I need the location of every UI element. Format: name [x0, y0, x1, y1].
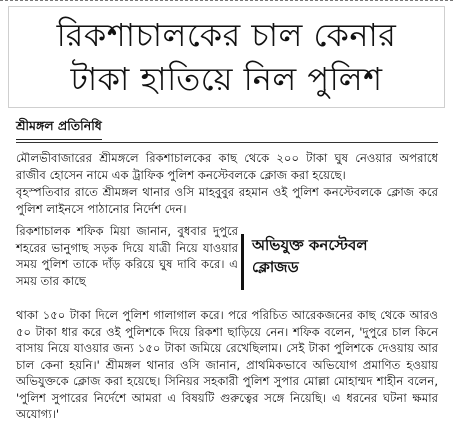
- article-paragraph-2: বৃহস্পতিবার রাতে শ্রীমঙ্গল থানার ওসি মাহবুবুর রহমান ওই পুলিশ কনস্টেবলকে ক্লোজ করে পুলিশ লাইনসে পাঠানোর নির্দেশ দেন।: [16, 185, 438, 216]
- byline-divider: [16, 142, 438, 143]
- headline-box: [8, 6, 445, 108]
- pull-quote-line-2: ক্লোজড: [252, 258, 299, 276]
- clipping-top-edge: [0, 0, 453, 4]
- article-paragraph-3: রিকশাচালক শফিক মিয়া জানান, বুধবার দুপুরে শহরের ভানুগাছ সড়ক দিয়ে যাত্রী নিয়ে যাওয়ার সময় পুলিশ তাকে দাঁড় করিয়ে ঘুষ দাবি করে। এ সময় তার কাছে: [16, 224, 238, 288]
- byline: শ্রীমঙ্গল প্রতিনিধি: [16, 118, 102, 140]
- article-paragraph-4: থাকা ১৫০ টাকা দিলে পুলিশ গালাগাল করে। পরে পরিচিত আরেকজনের কাছ থেকে আরও ৫০ টাকা ধার করে ওই পুলিশকে দিয়ে রিকশা ছাড়িয়ে নেন। শফিক বলেন, 'দুপুরে চাল কিনে বাসায় নিয়ে যাওয়ার জন্য ১৫০ টাকা জমিয়ে রেখেছিলাম। সেই টাকা পুলিশকে দেওয়ায় আর চাল কেনা হয়নি।' শ্রীমঙ্গল থানার ওসি জানান, প্রাথমিকভাবে অভিযোগ প্রমাণিত হওয়ায় অভিযুক্তকে ক্লোজ করা হয়েছে। সিনিয়র সহকারী পুলিশ সুপার মোল্লা মোহাম্মদ শাহীন বলেন, 'পুলিশ সুপারের নির্দেশে আমরা এ বিষয়টি গুরুত্বের সঙ্গে নিয়েছি। এ ধরনের ঘটনা ক্ষমার অযোগ্য।': [16, 308, 438, 421]
- headline-line-1: রিকশাচালকের চাল কেনার: [56, 16, 397, 54]
- pull-quote-line-1: অভিযুক্ত কনস্টেবল: [252, 236, 368, 254]
- headline-line-2: টাকা হাতিয়ে নিল পুলিশ: [70, 60, 383, 98]
- article-paragraph-1: মৌলভীবাজারের শ্রীমঙ্গলে রিকশাচালকের কাছ থেকে ২০০ টাকা ঘুষ নেওয়ার অপরাধে রাজীব হোসেন নামে এক ট্রাফিক পুলিশ কনস্টেবলকে ক্লোজ করা হয়েছে।: [16, 151, 438, 182]
- pull-quote: [241, 234, 439, 290]
